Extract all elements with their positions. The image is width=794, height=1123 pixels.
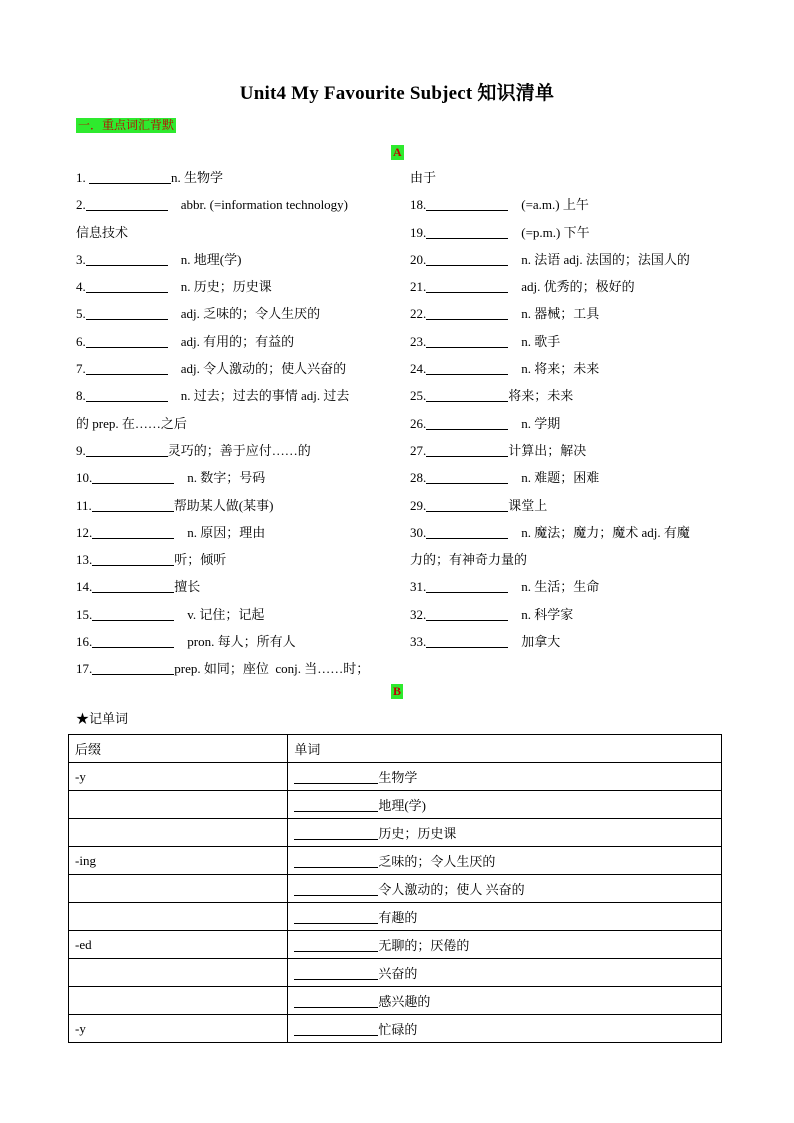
item-definition: (=a.m.) 上午 bbox=[508, 197, 589, 213]
suffix-cell: -y bbox=[69, 1015, 288, 1043]
table-row bbox=[69, 987, 722, 1015]
item-definition: adj. 优秀的；极好的 bbox=[508, 279, 635, 295]
word-meaning: 感兴趣的 bbox=[378, 994, 431, 1009]
vocab-item bbox=[76, 219, 384, 246]
vocab-item bbox=[410, 273, 722, 300]
item-number: 8. bbox=[76, 388, 86, 404]
answer-blank[interactable] bbox=[426, 224, 508, 239]
answer-blank[interactable] bbox=[86, 442, 168, 457]
vocab-item bbox=[76, 546, 384, 573]
vocab-item bbox=[76, 410, 384, 437]
item-definition: 擅长 bbox=[174, 579, 201, 595]
marker-a: A bbox=[393, 145, 402, 159]
vocab-item bbox=[410, 164, 722, 191]
answer-blank[interactable] bbox=[92, 633, 174, 648]
item-definition: (=p.m.) 下午 bbox=[508, 224, 590, 240]
word-meaning: 忙碌的 bbox=[378, 1022, 418, 1037]
item-number: 30. bbox=[410, 524, 427, 540]
answer-blank[interactable] bbox=[426, 524, 508, 539]
item-number: 31. bbox=[410, 579, 427, 595]
item-number: 3. bbox=[76, 251, 86, 267]
table-row bbox=[69, 931, 722, 959]
item-number: 2. bbox=[76, 197, 86, 213]
item-definition: n. 过去；过去的事情 adj. 过去 bbox=[167, 388, 350, 404]
answer-blank[interactable] bbox=[86, 360, 168, 375]
item-number: 15. bbox=[76, 606, 93, 622]
item-number: 22. bbox=[410, 306, 427, 322]
answer-blank[interactable] bbox=[92, 660, 174, 675]
item-definition: pron. 每人；所有人 bbox=[174, 634, 296, 650]
word-cell bbox=[288, 903, 722, 931]
item-number: 7. bbox=[76, 361, 86, 377]
item-definition: n. 数字；号码 bbox=[174, 470, 266, 486]
answer-blank[interactable] bbox=[294, 965, 378, 980]
answer-blank[interactable] bbox=[426, 278, 508, 293]
suffix-cell: -ing bbox=[69, 847, 288, 875]
word-meaning: 有趣的 bbox=[378, 910, 418, 925]
item-definition: n. 歌手 bbox=[508, 333, 561, 349]
item-definition: 的 prep. 在……之后 bbox=[76, 415, 187, 431]
vocab-item bbox=[410, 546, 722, 573]
item-definition: n. 法语 adj. 法国的；法国人的 bbox=[508, 251, 690, 267]
suffix-cell bbox=[69, 791, 288, 819]
answer-blank[interactable] bbox=[92, 497, 174, 512]
answer-blank[interactable] bbox=[294, 1021, 378, 1036]
item-number: 4. bbox=[76, 279, 86, 295]
suffix-cell bbox=[69, 987, 288, 1015]
item-number: 33. bbox=[410, 634, 427, 650]
item-number: 32. bbox=[410, 606, 427, 622]
vocab-item bbox=[76, 492, 384, 519]
word-cell bbox=[288, 847, 722, 875]
vocab-item bbox=[410, 300, 722, 327]
item-number: 28. bbox=[410, 470, 427, 486]
item-definition: 由于 bbox=[410, 170, 437, 185]
table-row bbox=[69, 959, 722, 987]
item-number: 9. bbox=[76, 442, 86, 458]
answer-blank[interactable] bbox=[426, 442, 508, 457]
answer-blank[interactable] bbox=[92, 551, 174, 566]
item-definition: 听；倾听 bbox=[174, 552, 227, 568]
item-definition: n. 地理(学) bbox=[167, 251, 242, 267]
item-definition: 灵巧的；善于应付……的 bbox=[167, 442, 311, 458]
vocab-item bbox=[410, 355, 722, 382]
answer-blank[interactable] bbox=[426, 469, 508, 484]
vocab-item bbox=[410, 464, 722, 491]
item-number: 24. bbox=[410, 361, 427, 377]
item-number: 13. bbox=[76, 552, 93, 568]
table-row bbox=[69, 819, 722, 847]
answer-blank[interactable] bbox=[294, 769, 378, 784]
answer-blank[interactable] bbox=[86, 196, 168, 211]
vocab-item bbox=[76, 628, 384, 655]
item-number: 20. bbox=[410, 251, 427, 267]
item-number: 19. bbox=[410, 224, 427, 240]
answer-blank[interactable] bbox=[426, 360, 508, 375]
word-cell bbox=[288, 819, 722, 847]
suffix-cell: -ed bbox=[69, 931, 288, 959]
item-definition: n. 生活；生命 bbox=[508, 579, 600, 595]
answer-blank[interactable] bbox=[294, 825, 378, 840]
item-definition: adj. 有用的；有益的 bbox=[167, 333, 295, 349]
item-number: 1. bbox=[76, 170, 89, 185]
suffix-cell bbox=[69, 819, 288, 847]
answer-blank[interactable] bbox=[92, 524, 174, 539]
item-definition: adj. 令人激动的；使人兴奋的 bbox=[167, 361, 347, 377]
vocab-item bbox=[410, 573, 722, 600]
answer-blank[interactable] bbox=[92, 469, 174, 484]
vocab-item bbox=[76, 328, 384, 355]
suffix-cell bbox=[69, 903, 288, 931]
answer-blank[interactable] bbox=[294, 993, 378, 1008]
header-word: 单词 bbox=[288, 735, 722, 763]
answer-blank[interactable] bbox=[294, 853, 378, 868]
item-number: 21. bbox=[410, 279, 427, 295]
answer-blank[interactable] bbox=[92, 578, 174, 593]
vocab-item bbox=[76, 519, 384, 546]
table-row bbox=[69, 875, 722, 903]
item-definition: n. 生物学 bbox=[171, 170, 224, 185]
answer-blank[interactable] bbox=[426, 606, 508, 621]
item-number: 29. bbox=[410, 497, 427, 513]
vocab-item bbox=[76, 382, 384, 409]
vocab-list-left bbox=[76, 164, 384, 683]
vocab-item bbox=[410, 492, 722, 519]
table-row bbox=[69, 903, 722, 931]
vocab-item bbox=[410, 519, 722, 546]
vocab-item bbox=[76, 300, 384, 327]
vocab-item bbox=[76, 355, 384, 382]
answer-blank[interactable] bbox=[426, 333, 508, 348]
vocab-item bbox=[410, 628, 722, 655]
vocab-item bbox=[410, 410, 722, 437]
answer-blank[interactable] bbox=[426, 196, 508, 211]
item-definition: n. 魔法；魔力；魔术 adj. 有魔 bbox=[508, 524, 690, 540]
vocab-item bbox=[76, 601, 384, 628]
word-meaning: 无聊的；厌倦的 bbox=[378, 938, 470, 953]
item-definition: 力的；有神奇力量的 bbox=[410, 552, 528, 568]
item-number: 27. bbox=[410, 442, 427, 458]
item-number: 11. bbox=[76, 497, 92, 513]
table-row bbox=[69, 1015, 722, 1043]
table-row bbox=[69, 791, 722, 819]
item-number: 14. bbox=[76, 579, 93, 595]
answer-blank[interactable] bbox=[426, 578, 508, 593]
item-definition: abbr. (=information technology) bbox=[167, 197, 349, 213]
word-meaning: 乏味的；令人生厌的 bbox=[378, 854, 496, 869]
vocab-item bbox=[410, 382, 722, 409]
answer-blank[interactable] bbox=[86, 333, 168, 348]
answer-blank[interactable] bbox=[294, 909, 378, 924]
word-meaning: 兴奋的 bbox=[378, 966, 418, 981]
word-cell bbox=[288, 959, 722, 987]
word-meaning: 地理(学) bbox=[378, 798, 426, 813]
answer-blank[interactable] bbox=[86, 387, 168, 402]
vocab-item bbox=[410, 246, 722, 273]
item-definition: adj. 乏味的；令人生厌的 bbox=[167, 306, 321, 322]
item-number: 12. bbox=[76, 524, 93, 540]
item-number: 6. bbox=[76, 333, 86, 349]
answer-blank[interactable] bbox=[426, 251, 508, 266]
word-cell bbox=[288, 763, 722, 791]
word-cell bbox=[288, 987, 722, 1015]
table-row bbox=[69, 847, 722, 875]
word-cell bbox=[288, 791, 722, 819]
vocab-item bbox=[76, 437, 384, 464]
item-definition: 信息技术 bbox=[76, 224, 129, 240]
vocab-item bbox=[410, 219, 722, 246]
item-definition: 加拿大 bbox=[508, 634, 561, 650]
item-definition: n. 器械；工具 bbox=[508, 306, 600, 322]
vocab-item bbox=[410, 601, 722, 628]
item-definition: v. 记住；记起 bbox=[174, 606, 265, 622]
vocab-item bbox=[76, 573, 384, 600]
section-heading-text: 一．重点词汇背默 bbox=[78, 118, 175, 132]
vocab-item bbox=[410, 328, 722, 355]
answer-blank[interactable] bbox=[294, 937, 378, 952]
vocab-item bbox=[76, 655, 384, 682]
item-definition: n. 历史；历史课 bbox=[167, 279, 272, 295]
item-number: 16. bbox=[76, 634, 93, 650]
word-cell bbox=[288, 931, 722, 959]
answer-blank[interactable] bbox=[86, 251, 168, 266]
answer-blank[interactable] bbox=[426, 633, 508, 648]
word-meaning: 生物学 bbox=[378, 770, 418, 785]
item-definition: n. 将来；未来 bbox=[508, 361, 600, 377]
item-number: 17. bbox=[76, 661, 93, 677]
answer-blank[interactable] bbox=[294, 797, 378, 812]
item-definition: prep. 如同；座位 conj. 当……时； bbox=[174, 661, 370, 677]
item-definition: 帮助某人做(某事) bbox=[173, 497, 274, 513]
vocab-list-right bbox=[410, 164, 722, 655]
vocab-item bbox=[410, 191, 722, 218]
item-definition: n. 学期 bbox=[508, 415, 561, 431]
vocab-item bbox=[76, 273, 384, 300]
item-number: 5. bbox=[76, 306, 86, 322]
answer-blank[interactable] bbox=[426, 387, 508, 402]
answer-blank[interactable] bbox=[294, 881, 378, 896]
word-meaning: 令人激动的；使人 兴奋的 bbox=[378, 882, 525, 897]
page-title: Unit4 My Favourite Subject 知识清单 bbox=[239, 83, 555, 104]
item-number: 26. bbox=[410, 415, 427, 431]
answer-blank[interactable] bbox=[426, 415, 508, 430]
item-definition: 将来；未来 bbox=[508, 388, 574, 404]
answer-blank[interactable] bbox=[86, 305, 168, 320]
suffix-table bbox=[68, 734, 722, 1043]
item-definition: 课堂上 bbox=[508, 497, 548, 513]
header-suffix: 后缀 bbox=[69, 735, 288, 763]
item-number: 25. bbox=[410, 388, 427, 404]
table-row bbox=[69, 763, 722, 791]
answer-blank[interactable] bbox=[89, 169, 171, 184]
answer-blank[interactable] bbox=[92, 606, 174, 621]
answer-blank[interactable] bbox=[86, 278, 168, 293]
section-heading bbox=[76, 118, 176, 133]
memo-label: ★记单词 bbox=[76, 711, 129, 726]
word-cell bbox=[288, 1015, 722, 1043]
word-cell bbox=[288, 875, 722, 903]
answer-blank[interactable] bbox=[426, 497, 508, 512]
suffix-cell: -y bbox=[69, 763, 288, 791]
vocab-item bbox=[76, 246, 384, 273]
answer-blank[interactable] bbox=[426, 305, 508, 320]
item-definition: n. 难题；困难 bbox=[508, 470, 600, 486]
item-number: 10. bbox=[76, 470, 93, 486]
vocab-item bbox=[410, 437, 722, 464]
table-header-row bbox=[69, 735, 722, 763]
item-definition: n. 科学家 bbox=[508, 606, 574, 622]
suffix-cell bbox=[69, 875, 288, 903]
word-meaning: 历史；历史课 bbox=[378, 826, 457, 841]
suffix-cell bbox=[69, 959, 288, 987]
item-definition: n. 原因；理由 bbox=[174, 524, 266, 540]
marker-b: B bbox=[393, 684, 402, 698]
item-number: 23. bbox=[410, 333, 427, 349]
vocab-item bbox=[76, 464, 384, 491]
item-number: 18. bbox=[410, 197, 427, 213]
item-definition: 计算出；解决 bbox=[508, 442, 587, 458]
vocab-item bbox=[76, 164, 384, 191]
vocab-item bbox=[76, 191, 384, 218]
